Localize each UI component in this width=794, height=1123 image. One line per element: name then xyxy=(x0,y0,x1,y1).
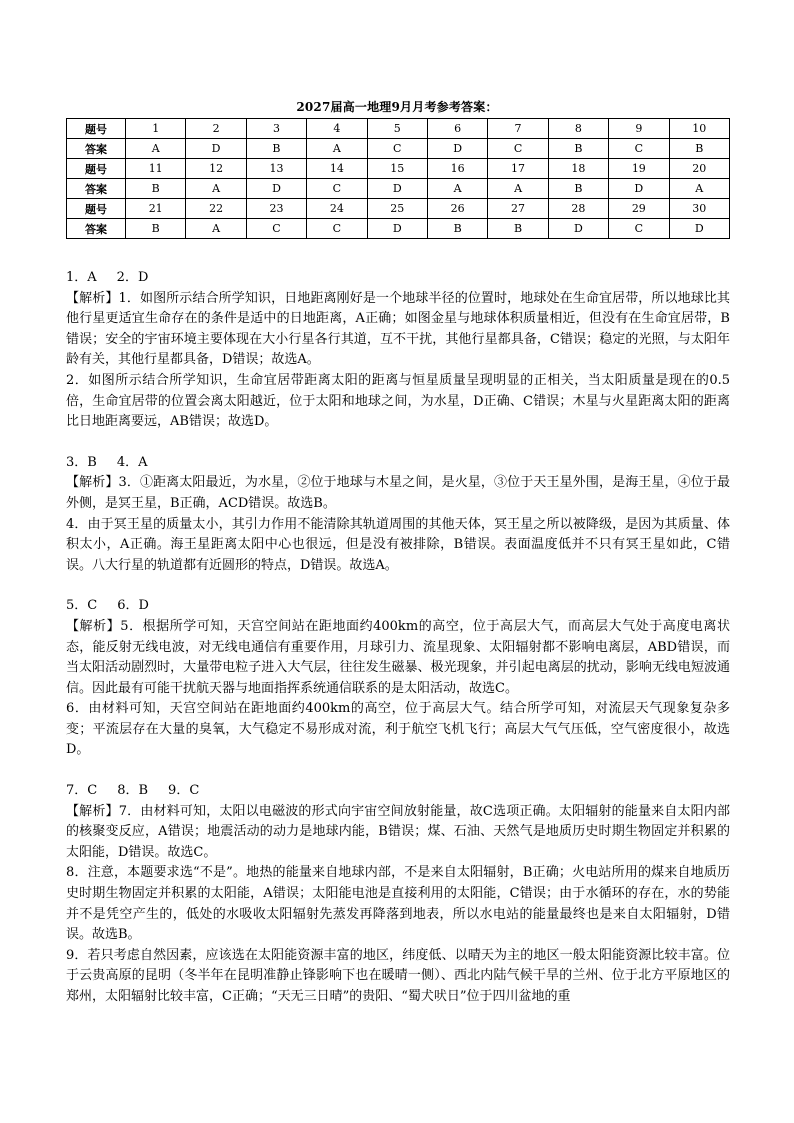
table-cell: B xyxy=(126,179,186,199)
table-cell: C xyxy=(307,179,367,199)
explanation-paragraph: 9．若只考虑自然因素，应该选在太阳能资源丰富的地区，纬度低、以晴天为主的地区一般太阳能资源比较丰富。位于云贵高原的昆明（冬半年在昆明准静止锋影响下也在暖晴一侧）、西北内陆气候干旱的兰州、位于北方平原地区的郑州，太阳辐射比较丰富，C正确；“天无三日晴”的贵阳、“蜀犬吠日”位于四川盆地的重 xyxy=(66,947,730,1004)
table-row xyxy=(67,159,730,179)
table-cell: A xyxy=(427,179,487,199)
table-cell: B xyxy=(427,219,487,239)
table-row xyxy=(67,199,730,219)
table-cell: 1 xyxy=(126,119,186,139)
table-cell: 17 xyxy=(488,159,548,179)
row-header: 答案 xyxy=(67,219,126,239)
table-cell: 29 xyxy=(609,199,669,219)
explanations xyxy=(66,268,730,1008)
page-title: 2027届高一地理9月月考参考答案： xyxy=(296,100,498,114)
table-cell: C xyxy=(307,219,367,239)
answer-item: 8．B xyxy=(117,783,149,799)
table-cell: 15 xyxy=(367,159,427,179)
table-cell: C xyxy=(609,139,669,159)
table-cell: A xyxy=(186,219,246,239)
table-cell: 12 xyxy=(186,159,246,179)
section-gap xyxy=(66,576,730,596)
table-cell: A xyxy=(126,139,186,159)
answer-line xyxy=(66,453,730,474)
table-cell: 2 xyxy=(186,119,246,139)
explanation-paragraph: 【解析】3．①距离太阳最近，为水星，②位于地球与木星之间，是火星，③位于天王星外围，是海王星，④位于最外侧，是冥王星，B正确，ACD错误。故选B。 xyxy=(66,475,730,511)
table-cell: 19 xyxy=(609,159,669,179)
table-cell: D xyxy=(548,219,608,239)
table-cell: 20 xyxy=(669,159,729,179)
table-cell: C xyxy=(246,219,306,239)
table-cell: C xyxy=(609,219,669,239)
answer-item: 2．D xyxy=(116,270,149,285)
explanation-paragraph: 4．由于冥王星的质量太小，其引力作用不能清除其轨道周围的其他天体，冥王星之所以被降级，是因为其质量、体积太小，A正确。海王星距离太阳中心也很远，但是没有被排除，B错误。表面温度低并不只有冥王星如此，C错误。八大行星的轨道都有近圆形的特点，D错误。故选A。 xyxy=(66,516,730,573)
explanation-paragraph: 8．注意，本题要求选“不是”。地热的能量来自地球内部，不是来自太阳辐射，B正确；火电站所用的煤来自地质历史时期生物固定并积累的太阳能，A错误；太阳能电池是直接利用的太阳能，C错误；由于水循环的存在，水的势能并不是凭空产生的，低处的水吸收太阳辐射先蒸发再降落到地表，所以水电站的能量最终也是来自太阳辐射，D错误。故选B。 xyxy=(66,865,730,943)
answer-item: 5．C xyxy=(66,598,98,614)
table-row xyxy=(67,139,730,159)
table-cell: 10 xyxy=(669,119,729,139)
table-cell: 5 xyxy=(367,119,427,139)
table-cell: B xyxy=(548,139,608,159)
table-row xyxy=(67,219,730,239)
table-cell: 4 xyxy=(307,119,367,139)
table-cell: A xyxy=(186,179,246,199)
table-cell: A xyxy=(669,179,729,199)
row-header: 答案 xyxy=(67,139,126,159)
answer-item: 3．B xyxy=(66,454,97,470)
table-cell: 9 xyxy=(609,119,669,139)
table-cell: 16 xyxy=(427,159,487,179)
table-cell: D xyxy=(669,219,729,239)
row-header: 答案 xyxy=(67,179,126,199)
table-cell: B xyxy=(246,139,306,159)
table-cell: D xyxy=(186,139,246,159)
answer-line xyxy=(66,596,730,617)
table-cell: 11 xyxy=(126,159,186,179)
table-cell: 6 xyxy=(427,119,487,139)
table-cell: B xyxy=(488,219,548,239)
table-cell: A xyxy=(488,179,548,199)
table-cell: 3 xyxy=(246,119,306,139)
table-cell: 8 xyxy=(548,119,608,139)
answer-table xyxy=(66,118,730,239)
answer-line xyxy=(66,268,730,289)
table-cell: 23 xyxy=(246,199,306,219)
table-cell: D xyxy=(246,179,306,199)
explanation-paragraph: 6．由材料可知，天宫空间站在距地面约400km的高空，位于高层大气。结合所学可知，对流层天气现象复杂多变；平流层存在大量的臭氧，大气稳定不易形成对流，利于航空飞机飞行；高层大气气压低，空气密度很小，故选D。 xyxy=(66,701,730,758)
table-cell: 22 xyxy=(186,199,246,219)
table-cell: B xyxy=(669,139,729,159)
explanation-paragraph: 【解析】1．如图所示结合所学知识，日地距离刚好是一个地球半径的位置时，地球处在生命宜居带，所以地球比其他行星更适宜生命存在的条件是适中的日地距离，A正确；如图金星与地球体积质量相近，但没有在生命宜居带，B错误；安全的宇宙环境主要体现在大小行星各行其道，互不干扰，其他行星都具备，C错误；稳定的光照，与太阳年龄有关，其他行星都具备，D错误；故选A。 xyxy=(66,290,730,368)
table-cell: 13 xyxy=(246,159,306,179)
explanation-paragraph: 【解析】5．根据所学可知，天宫空间站在距地面约400km的高空，位于高层大气，而高层大气处于高度电离状态，能反射无线电波，对无线电通信有重要作用，月球引力、流星现象、太阳辐射都不影响电离层，ABD错误，而当太阳活动剧烈时，大量带电粒子进入大气层，往往发生磁暴、极光现象，并引起电离层的扰动，影响无线电短波通信。因此最有可能干扰航天器与地面指挥系统通信联系的是太阳活动，故选C。 xyxy=(66,618,730,696)
explanation-paragraph: 【解析】7．由材料可知，太阳以电磁波的形式向宇宙空间放射能量，故C选项正确。太阳辐射的能量来自太阳内部的核聚变反应，A错误；地震活动的动力是地球内能，B错误；煤、石油、天然气是地质历史时期生物固定并积累的太阳能，D错误。故选C。 xyxy=(66,803,730,860)
answer-line xyxy=(66,781,730,802)
table-cell: B xyxy=(126,219,186,239)
row-header: 题号 xyxy=(67,199,126,219)
table-cell: D xyxy=(427,139,487,159)
explanation-paragraph: 2．如图所示结合所学知识，生命宜居带距离太阳的距离与恒星质量呈现明显的正相关，当太阳质量是现在的0.5倍，生命宜居带的位置会离太阳越近，位于太阳和地球之间，为水星，D正确、C错误；木星与火星距离太阳的距离比日地距离要远，AB错误；故选D。 xyxy=(66,372,730,430)
row-header: 题号 xyxy=(67,119,126,139)
table-cell: 18 xyxy=(548,159,608,179)
table-row xyxy=(67,119,730,139)
table-row xyxy=(67,179,730,199)
table-cell: 27 xyxy=(488,199,548,219)
section-gap xyxy=(66,761,730,781)
answer-item: 4．A xyxy=(116,454,148,470)
row-header: 题号 xyxy=(67,159,126,179)
table-cell: C xyxy=(488,139,548,159)
table-cell: 28 xyxy=(548,199,608,219)
table-cell: D xyxy=(367,179,427,199)
answer-item: 7．C xyxy=(66,783,98,799)
table-cell: 26 xyxy=(427,199,487,219)
table-cell: 14 xyxy=(307,159,367,179)
table-cell: D xyxy=(367,219,427,239)
answer-item: 1．A xyxy=(66,270,97,285)
table-cell: A xyxy=(307,139,367,159)
table-cell: C xyxy=(367,139,427,159)
answer-item: 6．D xyxy=(117,598,149,614)
table-cell: 30 xyxy=(669,199,729,219)
table-cell: 24 xyxy=(307,199,367,219)
answer-item: 9．C xyxy=(168,783,200,799)
table-cell: 21 xyxy=(126,199,186,219)
table-cell: D xyxy=(609,179,669,199)
table-cell: B xyxy=(548,179,608,199)
table-cell: 7 xyxy=(488,119,548,139)
table-cell: 25 xyxy=(367,199,427,219)
section-gap xyxy=(66,433,730,453)
